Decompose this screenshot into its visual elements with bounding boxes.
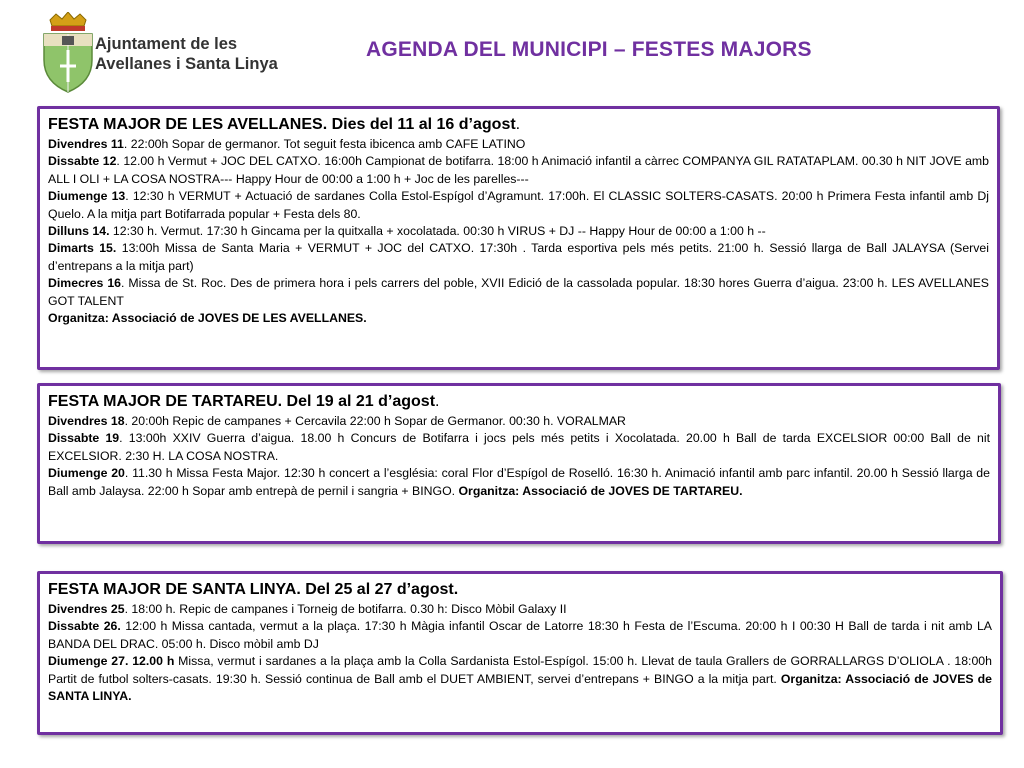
festival-title — [48, 580, 992, 599]
festival-title-text: FESTA MAJOR DE SANTA LINYA. Del 25 al 27 d’agost — [48, 581, 454, 598]
day-text: . 22:00h Sopar de germanor. Tot seguit festa ibicenca amb CAFE LATINO — [123, 137, 526, 151]
page-title: AGENDA DEL MUNICIPI – FESTES MAJORS — [366, 38, 812, 61]
day-text: Missa, vermut i sardanes a la plaça amb la Colla Sardanista Estol-Espígol. 15:00 h. Llevat de taula Grallers de GORRALLARGS D’OLIOLA . 18:00h Partit de futbol solters-casats. 19:30 h. Sessió continua de Ball amb el DUET AMBIENT, servei d’entrepans + BINGO a la mitja part. — [48, 654, 992, 686]
municipal-logo — [38, 12, 298, 96]
festival-program — [48, 136, 989, 327]
day-text: . 20:00h Repic de campanes + Cercavila 22:00 h Sopar de Germanor. 00:30 h. VORALMAR — [124, 414, 626, 428]
festival-title-text: FESTA MAJOR DE LES AVELLANES. Dies del 11 al 16 d’agost — [48, 116, 516, 133]
day-label: Diumenge 27. 12.00 h — [48, 654, 175, 669]
day-label: Dissabte 19 — [48, 431, 120, 446]
festival-title-end: . — [515, 116, 521, 133]
day-label: Diumenge 13 — [48, 189, 126, 204]
organizer-text: Organitza: Associació de JOVES DE TARTAREU. — [458, 483, 743, 498]
festival-box-tartareu — [37, 383, 1001, 544]
day-label: Dimarts 15. — [48, 241, 117, 256]
day-label: Dissabte 12 — [48, 154, 117, 169]
day-text: . 11.30 h Missa Festa Major. 12:30 h concert a l’església: coral Flor d’Espígol de Roselló. 16:30 h. Animació infantil amb parc infantil. 20.00 h Sessió llarga de Ball amb Jalaysa. 22:00 h Sopar amb entrepà de pernil i sangria + BINGO. — [48, 466, 990, 498]
festival-program — [48, 413, 990, 500]
festival-box-santa-linya — [37, 571, 1003, 735]
day-label: Dimecres 16 — [48, 276, 122, 291]
day-text: . Missa de St. Roc. Des de primera hora i pels carrers del poble, XVII Edició de la cassolada popular. 18:30 hores Guerra d’aigua. 23:00 h. LES AVELLANES GOT TALENT — [48, 276, 990, 308]
organization-name — [95, 34, 278, 74]
day-label: Divendres 11 — [48, 137, 124, 151]
day-text: 13:00h Missa de Santa Maria + VERMUT + JOC del CATXO. 17:30h . Tarda esportiva pels més petits. 21:00 h. Sessió llarga de Ball JALAYSA (Servei d’entrepans a la mitja part) — [48, 241, 989, 273]
day-text: . 18:00 h. Repic de campanes i Torneig de botifarra. 0.30 h: Disco Mòbil Galaxy II — [124, 602, 567, 616]
festival-title-end: . — [435, 393, 440, 410]
coat-of-arms-icon — [38, 12, 98, 96]
day-label: Diumenge 20 — [48, 466, 125, 481]
day-text: . 12.00 h Vermut + JOC DEL CATXO. 16:00h Campionat de botifarra. 18:00 h Animació infantil a càrrec COMPANYA GIL RATATAPLAM. 00.30 h NIT JOVE amb ALL I OLI + LA COSA NOSTRA--- Happy Hour de 00:00 a 1:00 h + Joc de les parelles--- — [48, 154, 989, 186]
festival-box-avellanes — [37, 106, 1000, 370]
organizer-text: Organitza: Associació de JOVES de SANTA LINYA. — [48, 671, 992, 704]
org-name-line2: Avellanes i Santa Linya — [95, 55, 278, 73]
day-text: 12:30 h. Vermut. 17:30 h Gincama per la quitxalla + xocolatada. 00:30 h VIRUS + DJ -- Happy Hour de 00:00 a 1:00 h -- — [109, 224, 766, 239]
day-label: Divendres 25 — [48, 602, 125, 616]
day-text: 12:00 h Missa cantada, vermut a la plaça. 17:30 h Màgia infantil Oscar de Latorre 18:30 h Festa de l’Escuma. 20:00 h I 00:30 H Ball de tarda i nit amb LA BANDA DEL DRAC. 05:00 h. Disco mòbil amb DJ — [48, 619, 992, 651]
day-text: . 12:30 h VERMUT + Actuació de sardanes Colla Estol-Espígol d’Agramunt. 17:00h. El CLASSIC SOLTERS-CASATS. 20:00 h Primera Festa infantil amb Dj Quelo. A la mitja part Botifarrada popular + Festa dels 80. — [48, 189, 989, 221]
day-label: Divendres 18 — [48, 414, 125, 428]
day-label: Dilluns 14. — [48, 224, 110, 239]
day-text: . 13:00h XXIV Guerra d’aigua. 18.00 h Concurs de Botifarra i jocs pels més petits i Xocolatada. 20.00 h Ball de tarda EXCELSIOR 00:00 Ball de nit EXCELSIOR. 2:30 H. LA COSA NOSTRA. — [48, 431, 990, 463]
festival-program — [48, 601, 992, 705]
org-name-line1: Ajuntament de les — [95, 35, 238, 53]
festival-title-end: . — [453, 581, 459, 598]
organizer-text: Organitza: Associació de JOVES DE LES AVELLANES. — [48, 311, 367, 326]
festival-title-text: FESTA MAJOR DE TARTAREU. Del 19 al 21 d’agost — [48, 393, 436, 410]
festival-title — [48, 115, 989, 134]
day-label: Dissabte 26. — [48, 619, 121, 634]
festival-title — [48, 392, 990, 411]
